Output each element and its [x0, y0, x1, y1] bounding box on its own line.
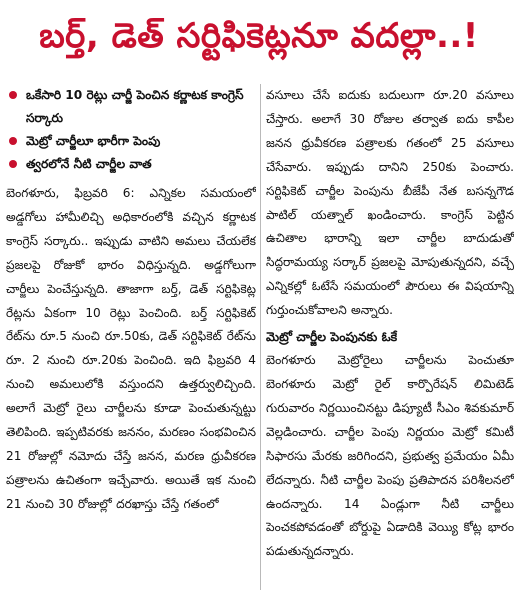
- section-subheading: మెట్రో చార్జీల పెంపునకు ఓకే: [266, 329, 398, 345]
- bullet-text: ఒకేసారి 10 రెట్లు చార్జీ పెంచిన కర్ణాటక కాంగ్రెస్ సర్కారు: [26, 88, 244, 125]
- bullet-item: [6, 84, 256, 130]
- article-body-right-1: వసూలు చేసే ఐదుకు బదులుగా రూ.20 వసూలు చేస్తారు. అలాగే 30 రోజుల తర్వాత ఐదు కాపీల జనన ధ్రువీకరణ పత్రాలకు గతంలో 25 వసూలు చేసేవారు. ఇప్పుడు దానిని 250కు పెంచారు. సర్టిఫికెట్ చార్జీల పెంపును బీజేపీ నేత బసన్నగౌడ పాటిల్ యత్నాల్ ఖండించారు. కాంగ్రెస్ పెట్టిన ఉచితాల భారాన్ని ఇలా చార్జీల బాదుడుతో సిద్ధరామయ్య సర్కార్ ప్రజలపై మోపుతున్నదని, వచ్చే ఎన్నికల్లో ఓటేసే సమయంలో పౌరులు ఈ విషయాన్ని గుర్తుంచుకోవాలని అన్నారు.: [266, 88, 514, 318]
- bullet-dot-icon: [9, 137, 17, 145]
- left-column: [6, 84, 256, 590]
- bullet-dot-icon: [9, 91, 17, 99]
- bullet-list: [6, 84, 256, 176]
- right-column: [266, 84, 514, 590]
- headline: బర్త్, డెత్ సర్టిఫికెట్లనూ వదల్లా..!: [39, 16, 479, 56]
- bullet-item: [6, 153, 256, 176]
- bullet-text: మెట్రో చార్జీలూ భారీగా పెంపు: [26, 134, 161, 148]
- column-divider: [260, 84, 261, 590]
- article-body-right-2: బెంగళూరు మెట్రోరైలు చార్జీలను పెంచుతూ బెంగళూరు మెట్రో రైల్ కార్పొరేషన్ లిమిటెడ్ గురువారం నిర్ణయించినట్టు డిప్యూటీ సీఎం శివకుమార్ వెల్లడించారు. చార్జీల పెంపు నిర్ణయం మెట్రో కమిటీ సిఫారసు మేరకు జరిగిందని, ప్రభుత్వ ప్రమేయం ఏమీ లేదన్నారు. నీటి చార్జీల పెంపు ప్రతిపాదన పరిశీలనలో ఉందన్నారు. 14 ఏండ్లుగా నీటి చార్జీలు పెంచకపోవడంతో బోర్డుపై ఏడాదికి వెయ్యి కోట్ల భారం పడుతున్నదన్నారు.: [266, 353, 514, 559]
- bullet-text: త్వరలోనే నీటి చార్జీల వాత: [26, 157, 152, 171]
- bullet-dot-icon: [9, 160, 17, 168]
- article-body-left: బెంగళూరు, ఫిబ్రవరి 6: ఎన్నికల సమయంలో అడ్డగోలు హామీలిచ్చి అధికారంలోకి వచ్చిన కర్ణాటక కాంగ్రెస్ సర్కారు.. ఇప్పుడు వాటిని అమలు చేయలేక ప్రజలపై రోజుకో భారం విధిస్తున్నది. అడ్డగోలుగా చార్జీలు పెంచేస్తున్నది. తాజాగా బర్త్, డెత్ సర్టిఫికెట్ల రేట్లను ఏకంగా 10 రెట్లు పెంచింది. బర్త్ సర్టిఫికెట్ రేట్‌ను రూ.5 నుంచి రూ.50కు, డెత్ సర్టిఫికెట్ రేట్‌ను రూ. 2 నుంచి రూ.20కు పెంచింది. ఇది ఫిబ్రవరి 4 నుంచి అమలులోకి వస్తుందని ఉత్తర్వులిచ్చింది. అలాగే మెట్రో రైలు చార్జీలను కూడా పెంచుతున్నట్టు తెలిపింది. ఇప్పటివరకు జననం, మరణం సంభవించిన 21 రోజుల్లో నమోదు చేస్తే జనన, మరణ ధ్రువీకరణ పత్రాలను ఉచితంగా ఇచ్చేవారు. అయితే ఇక నుంచి 21 నుంచి 30 రోజుల్లో దరఖాస్తు చేస్తే గతంలో: [6, 186, 256, 511]
- bullet-item: [6, 130, 256, 153]
